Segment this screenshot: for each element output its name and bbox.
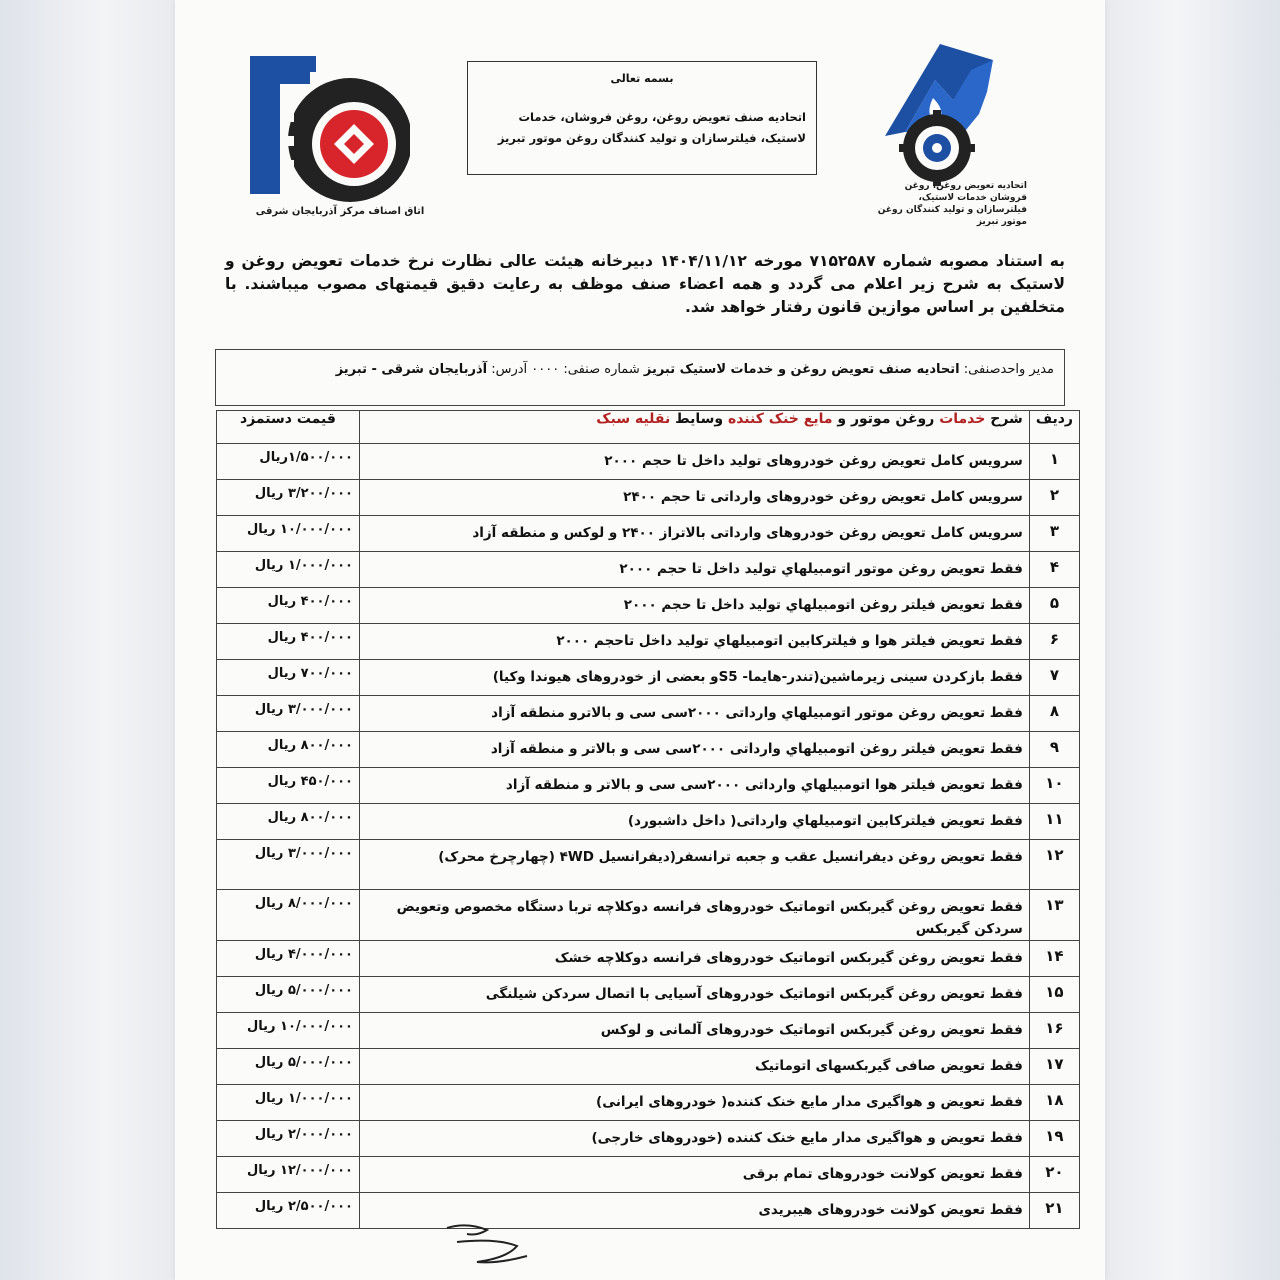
table-row bbox=[217, 941, 1080, 977]
intro-paragraph: به استناد مصوبه شماره ۷۱۵۲۵۸۷ مورخه ۱۴۰۴/۱۱/۱۲ دبیرخانه هیئت عالی نظارت نرخ خدمات تعویض روغن و لاستیک به شرح زیر اعلام می گردد و همه اعضاء صنف موظف به رعایت دقیق قیمتهای مصوب میباشند. با متخلفین بر اساس موازین قانون رفتار خواهد شد. bbox=[225, 252, 1065, 316]
table-row bbox=[217, 480, 1080, 516]
row-description: فقط تعویض فیلتر هوا و فیلترکابین اتومبیلهاي تولید داخل تاحجم ۲۰۰۰ bbox=[360, 624, 1030, 660]
table-row bbox=[217, 588, 1080, 624]
row-description: فقط تعویض فیلتر روغن اتومبیلهاي تولید داخل تا حجم ۲۰۰۰ bbox=[360, 588, 1030, 624]
col-desc-part-a: شرح bbox=[990, 411, 1023, 427]
row-number: ۱۰ bbox=[1029, 768, 1079, 804]
row-price: ۱/۵۰۰/۰۰۰ریال bbox=[217, 444, 360, 480]
union-logo-caption: اتحادیه تعویض روغن، روغن فروشان خدمات لاستیک، فیلترسازان و تولید کنندگان روغن موتور تبریز bbox=[877, 181, 1027, 227]
table-row bbox=[217, 444, 1080, 480]
row-description: فقط تعویض فیلترکابین اتومبیلهاي وارداتی( داخل داشبورد) bbox=[360, 804, 1030, 840]
code-value: ۰۰۰۰ bbox=[531, 362, 560, 377]
row-price: ۱۲/۰۰۰/۰۰۰ ریال bbox=[217, 1157, 360, 1193]
row-price: ۱/۰۰۰/۰۰۰ ریال bbox=[217, 1085, 360, 1121]
row-description: فقط تعویض روغن گیربکس اتوماتیک خودروهای فرانسه دوکلاچه تربا دستگاه مخصوص وتعویض سردکن گیربکس bbox=[360, 890, 1030, 941]
row-number: ۱۷ bbox=[1029, 1049, 1079, 1085]
row-description: فقط تعویض روغن گیربکس اتوماتیک خودروهای آسیایی با اتصال سردکن شیلنگی bbox=[360, 977, 1030, 1013]
table-row bbox=[217, 1085, 1080, 1121]
table-row bbox=[217, 1049, 1080, 1085]
row-price: ۱۰/۰۰۰/۰۰۰ ریال bbox=[217, 516, 360, 552]
row-description: فقط تعویض و هواگیری مدار مایع خنک کننده( خودروهای ایرانی) bbox=[360, 1085, 1030, 1121]
row-price: ۷۰۰/۰۰۰ ریال bbox=[217, 660, 360, 696]
row-price: ۸/۰۰۰/۰۰۰ ریال bbox=[217, 890, 360, 941]
row-price: ۸۰۰/۰۰۰ ریال bbox=[217, 804, 360, 840]
row-description: فقط تعویض روغن گیربکس اتوماتیک خودروهای فرانسه دوکلاچه خشک bbox=[360, 941, 1030, 977]
address-value: آذربایجان شرقی - تبریز bbox=[335, 362, 488, 377]
row-number: ۱۹ bbox=[1029, 1121, 1079, 1157]
row-number: ۷ bbox=[1029, 660, 1079, 696]
row-number: ۲ bbox=[1029, 480, 1079, 516]
row-price: ۴۰۰/۰۰۰ ریال bbox=[217, 588, 360, 624]
row-price: ۱۰/۰۰۰/۰۰۰ ریال bbox=[217, 1013, 360, 1049]
table-row bbox=[217, 1157, 1080, 1193]
document-page bbox=[175, 0, 1105, 1280]
bismillah-heading: بسمه تعالی bbox=[610, 72, 674, 85]
table-row bbox=[217, 890, 1080, 941]
col-desc-part-f: نقلیه سبک bbox=[596, 411, 671, 427]
chamber-logo-icon bbox=[250, 52, 410, 227]
col-desc-header bbox=[360, 411, 1030, 444]
price-table bbox=[216, 410, 1080, 1229]
row-number: ۱۵ bbox=[1029, 977, 1079, 1013]
row-price: ۴۵۰/۰۰۰ ریال bbox=[217, 768, 360, 804]
col-desc-part-e: وسایط bbox=[675, 411, 724, 427]
row-number: ۴ bbox=[1029, 552, 1079, 588]
col-price-header: قیمت دستمزد bbox=[217, 411, 360, 444]
row-number: ۹ bbox=[1029, 732, 1079, 768]
table-row bbox=[217, 732, 1080, 768]
col-desc-part-b: خدمات bbox=[939, 411, 986, 427]
code-label: شماره صنفی: bbox=[563, 362, 640, 377]
table-row bbox=[217, 804, 1080, 840]
row-description: فقط تعویض روغن موتور اتومبیلهاي تولید داخل تا حجم ۲۰۰۰ bbox=[360, 552, 1030, 588]
row-price: ۵/۰۰۰/۰۰۰ ریال bbox=[217, 977, 360, 1013]
table-row bbox=[217, 624, 1080, 660]
table-row bbox=[217, 977, 1080, 1013]
table-row bbox=[217, 1013, 1080, 1049]
signature-icon bbox=[437, 1218, 577, 1268]
table-row bbox=[217, 768, 1080, 804]
row-description: فقط تعویض و هواگیری مدار مایع خنک کننده (خودروهای خارجی) bbox=[360, 1121, 1030, 1157]
row-number: ۱۳ bbox=[1029, 890, 1079, 941]
info-box bbox=[215, 349, 1065, 406]
row-price: ۳/۰۰۰/۰۰۰ ریال bbox=[217, 696, 360, 732]
chamber-logo-caption: اتاق اصناف مرکز آذربایجان شرقی bbox=[255, 206, 425, 217]
union-title: اتحادیه صنف تعویض روغن، روغن فروشان، خدمات لاستیک، فیلترسازان و تولید کنندگان روغن موتور تبریز bbox=[497, 110, 806, 145]
row-number: ۱۴ bbox=[1029, 941, 1079, 977]
table-row bbox=[217, 1193, 1080, 1229]
row-number: ۲۰ bbox=[1029, 1157, 1079, 1193]
row-number: ۵ bbox=[1029, 588, 1079, 624]
row-price: ۲/۵۰۰/۰۰۰ ریال bbox=[217, 1193, 360, 1229]
row-price: ۱/۰۰۰/۰۰۰ ریال bbox=[217, 552, 360, 588]
row-number: ۱۱ bbox=[1029, 804, 1079, 840]
background-left bbox=[0, 0, 175, 1280]
col-desc-part-d: مایع خنک کننده bbox=[727, 411, 833, 427]
row-price: ۸۰۰/۰۰۰ ریال bbox=[217, 732, 360, 768]
background-right bbox=[1105, 0, 1280, 1280]
row-description: فقط بازکردن سینی زیرماشین(تندر-هایما- S5و بعضی از خودروهای هیوندا وکیا) bbox=[360, 660, 1030, 696]
row-description: فقط تعویض روغن دیفرانسیل عقب و جعبه ترانسفر(دیفرانسیل ۴WD (چهارچرخ محرک) bbox=[360, 840, 1030, 890]
table-row bbox=[217, 516, 1080, 552]
row-number: ۲۱ bbox=[1029, 1193, 1079, 1229]
row-description: فقط تعویض کولانت خودروهای تمام برقی bbox=[360, 1157, 1030, 1193]
row-number: ۸ bbox=[1029, 696, 1079, 732]
row-description: فقط تعویض فیلتر هوا اتومبیلهاي وارداتی ۲۰۰۰سی سی و بالاتر و منطقه آزاد bbox=[360, 768, 1030, 804]
table-row bbox=[217, 840, 1080, 890]
union-name: اتحادیه صنف تعویض روغن و خدمات لاستیک تبریز bbox=[643, 362, 960, 377]
manager-label: مدیر واحدصنفی: bbox=[963, 362, 1054, 377]
col-desc-part-c: روغن موتور و bbox=[837, 411, 935, 427]
row-number: ۱۶ bbox=[1029, 1013, 1079, 1049]
table-row bbox=[217, 696, 1080, 732]
row-number: ۱۸ bbox=[1029, 1085, 1079, 1121]
row-price: ۳/۰۰۰/۰۰۰ ریال bbox=[217, 840, 360, 890]
row-number: ۳ bbox=[1029, 516, 1079, 552]
row-description: سرویس کامل تعویض روغن خودروهای وارداتی بالاتراز ۲۴۰۰ و لوکس و منطقه آزاد bbox=[360, 516, 1030, 552]
row-description: فقط تعویض روغن موتور اتومبیلهاي وارداتی ۲۰۰۰سی سی و بالاترو منطقه آزاد bbox=[360, 696, 1030, 732]
row-price: ۴۰۰/۰۰۰ ریال bbox=[217, 624, 360, 660]
table-header-row bbox=[217, 411, 1080, 444]
row-price: ۴/۰۰۰/۰۰۰ ریال bbox=[217, 941, 360, 977]
table-row bbox=[217, 552, 1080, 588]
row-description: سرویس کامل تعویض روغن خودروهای وارداتی تا حجم ۲۴۰۰ bbox=[360, 480, 1030, 516]
title-box bbox=[467, 61, 817, 175]
row-number: ۱۲ bbox=[1029, 840, 1079, 890]
row-price: ۳/۲۰۰/۰۰۰ ریال bbox=[217, 480, 360, 516]
row-number: ۶ bbox=[1029, 624, 1079, 660]
row-price: ۲/۰۰۰/۰۰۰ ریال bbox=[217, 1121, 360, 1157]
row-description: فقط تعویض صافی گیربکسهای اتوماتیک bbox=[360, 1049, 1030, 1085]
address-label: آدرس: bbox=[491, 362, 528, 377]
row-number: ۱ bbox=[1029, 444, 1079, 480]
table-row bbox=[217, 660, 1080, 696]
row-description: فقط تعویض کولانت خودروهای هیبریدی bbox=[360, 1193, 1030, 1229]
col-row-header: ردیف bbox=[1029, 411, 1079, 444]
row-description: فقط تعویض روغن گیربکس اتوماتیک خودروهای آلمانی و لوکس bbox=[360, 1013, 1030, 1049]
row-price: ۵/۰۰۰/۰۰۰ ریال bbox=[217, 1049, 360, 1085]
row-description: فقط تعویض فیلتر روغن اتومبیلهاي وارداتی ۲۰۰۰سی سی و بالاتر و منطقه آزاد bbox=[360, 732, 1030, 768]
row-description: سرویس کامل تعویض روغن خودروهای تولید داخل تا حجم ۲۰۰۰ bbox=[360, 444, 1030, 480]
table-row bbox=[217, 1121, 1080, 1157]
